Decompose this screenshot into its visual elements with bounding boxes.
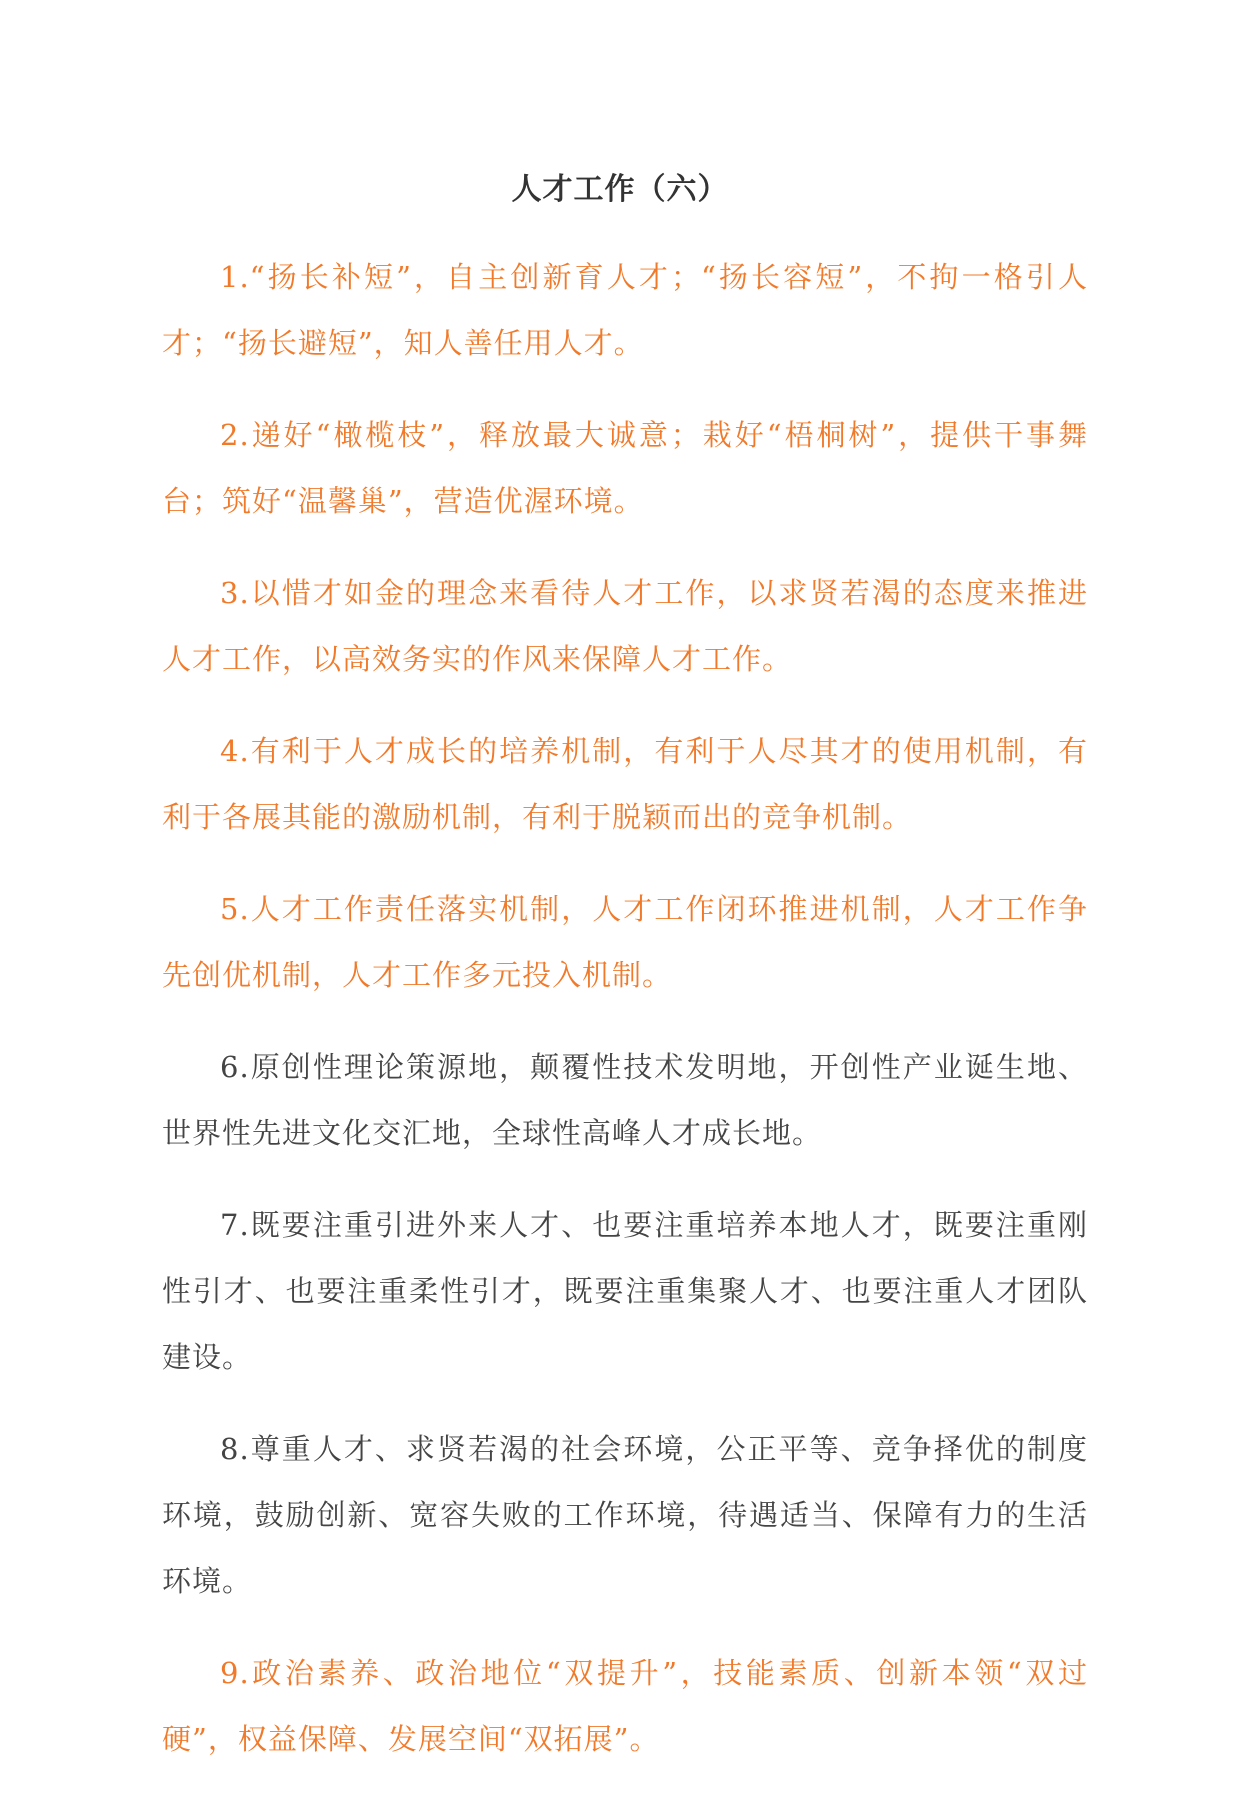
- paragraph-4: 4.有利于人才成长的培养机制，有利于人尽其才的使用机制，有利于各展其能的激励机制，有利于脱颖而出的竞争机制。: [162, 734, 1088, 834]
- paragraph-1: 1.“扬长补短”，自主创新育人才；“扬长容短”，不拘一格引人才；“扬长避短”，知人善任用人才。: [162, 260, 1088, 360]
- paragraph-5: 5.人才工作责任落实机制，人才工作闭环推进机制，人才工作争先创优机制，人才工作多元投入机制。: [162, 892, 1088, 992]
- paragraph-6: 6.原创性理论策源地，颠覆性技术发明地，开创性产业诞生地、世界性先进文化交汇地，全球性高峰人才成长地。: [162, 1050, 1088, 1150]
- document-body: [162, 244, 1088, 1798]
- paragraph-7: 7.既要注重引进外来人才、也要注重培养本地人才，既要注重刚性引才、也要注重柔性引才，既要注重集聚人才、也要注重人才团队建设。: [162, 1208, 1088, 1374]
- paragraph-8: 8.尊重人才、求贤若渴的社会环境，公正平等、竞争择优的制度环境，鼓励创新、宽容失败的工作环境，待遇适当、保障有力的生活环境。: [162, 1432, 1088, 1598]
- paragraph-3: 3.以惜才如金的理念来看待人才工作，以求贤若渴的态度来推进人才工作，以高效务实的作风来保障人才工作。: [162, 576, 1088, 676]
- paragraph-2: 2.递好“橄榄枝”，释放最大诚意；栽好“梧桐树”，提供干事舞台；筑好“温馨巢”，营造优渥环境。: [162, 418, 1088, 518]
- paragraph-9: 9.政治素养、政治地位“双提升”，技能素质、创新本领“双过硬”，权益保障、发展空间“双拓展”。: [162, 1656, 1088, 1756]
- document-title: 人才工作（六）: [511, 172, 729, 207]
